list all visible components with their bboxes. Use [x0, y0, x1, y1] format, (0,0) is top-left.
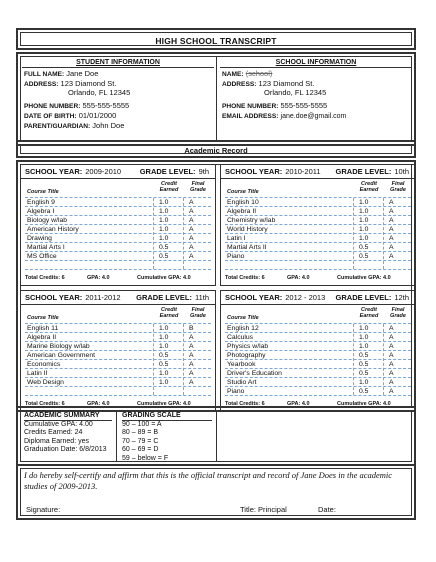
credit-head-line: Credit	[161, 181, 177, 187]
course-title: Martial Arts II	[227, 243, 267, 251]
course-title: Studio Art	[227, 378, 257, 386]
transcript-page	[16, 28, 416, 530]
transcript-title: HIGH SCHOOL TRANSCRIPT	[155, 36, 277, 46]
total-credits: Total Credits: 6	[225, 275, 265, 281]
guardian-value: John Doe	[92, 121, 125, 130]
final-grade-column-head	[185, 181, 211, 193]
grading-line: 90 – 100 = A	[122, 421, 162, 428]
school-email-value: jane.doe@gmail.com	[280, 113, 347, 120]
final-grade: A	[389, 360, 394, 368]
credit-earned: 1.0	[159, 198, 169, 206]
date-label: Date:	[318, 505, 336, 514]
full-name-value: Jane Doe	[66, 69, 99, 78]
course-row	[25, 324, 211, 333]
info-divider	[216, 57, 217, 141]
credit-earned: 1.0	[359, 342, 369, 350]
course-row	[25, 216, 211, 225]
final-grade: A	[189, 252, 194, 260]
course-table	[25, 323, 211, 395]
credit-earned: 0.5	[359, 252, 369, 260]
grade-level-label: GRADE LEVEL:	[335, 293, 392, 302]
course-row	[225, 324, 411, 333]
course-row	[25, 360, 211, 369]
student-address-row2	[68, 88, 130, 97]
term-gpa: GPA: 4.0	[287, 401, 310, 407]
course-title: Yearbook	[227, 360, 256, 368]
course-row	[225, 252, 411, 261]
school-year-label: SCHOOL YEAR:	[225, 167, 283, 176]
course-title: Web Design	[27, 378, 64, 386]
final-grade: A	[189, 378, 194, 386]
terms-grid	[16, 160, 416, 412]
final-grade: A	[389, 198, 394, 206]
final-grade: A	[189, 234, 194, 242]
summary-divider2	[216, 411, 217, 461]
cumulative-gpa: Cumulative GPA: 4.0	[337, 401, 391, 407]
credit-earned: 0.5	[359, 243, 369, 251]
final-grade: A	[189, 360, 194, 368]
student-heading-rule	[22, 67, 214, 68]
course-row	[25, 207, 211, 216]
final-grade: A	[389, 252, 394, 260]
school-email-row	[222, 111, 346, 120]
address-line1: 123 Diamond St.	[60, 79, 117, 88]
term-header	[221, 293, 415, 305]
course-title: World History	[227, 225, 268, 233]
course-row	[225, 243, 411, 252]
credit-earned: 0.5	[359, 360, 369, 368]
grade-level-label: GRADE LEVEL:	[335, 167, 392, 176]
course-title: Latin I	[227, 234, 246, 242]
info-box	[16, 52, 416, 146]
grade-level	[140, 167, 209, 176]
course-row	[25, 252, 211, 261]
credit-earned: 1.0	[159, 324, 169, 332]
term-header	[21, 293, 215, 305]
grade-level-value: 9th	[198, 167, 209, 176]
course-row	[225, 360, 411, 369]
course-table	[225, 197, 411, 269]
term-panel	[20, 290, 216, 412]
course-row	[225, 234, 411, 243]
course-title: Algebra I	[27, 207, 55, 215]
school-phone-value: 555-555-5555	[280, 101, 328, 110]
course-row	[225, 387, 411, 396]
credit-earned: 1.0	[159, 216, 169, 224]
student-name-row	[24, 69, 98, 78]
term-panel	[220, 164, 416, 286]
course-table	[225, 323, 411, 395]
final-grade: A	[189, 225, 194, 233]
grade-head-line: Final	[391, 181, 405, 187]
credit-earned: 1.0	[159, 378, 169, 386]
credit-earned: 1.0	[159, 369, 169, 377]
credit-earned-column-head	[355, 181, 383, 193]
course-title: English 10	[227, 198, 259, 206]
course-table	[25, 197, 211, 269]
credit-head-line: Earned	[359, 313, 379, 319]
grade-level-label: GRADE LEVEL:	[139, 167, 196, 176]
title-label: Title: Principal	[240, 505, 287, 514]
grade-level	[136, 293, 209, 302]
school-address-label: ADDRESS:	[222, 81, 257, 88]
credit-head-line: Earned	[359, 187, 379, 193]
summary-line: Diploma Earned: yes	[24, 437, 89, 445]
course-title: Physics w/lab	[227, 342, 269, 350]
final-grade: A	[189, 351, 194, 359]
school-phone-row	[222, 101, 327, 110]
course-row	[225, 369, 411, 378]
dob-value: 01/01/2000	[78, 111, 117, 120]
course-title: Marine Biology w/lab	[27, 342, 90, 350]
credit-earned: 0.5	[359, 387, 369, 395]
grade-head-line: Grade	[190, 313, 206, 319]
course-title: English 12	[227, 324, 259, 332]
course-row	[225, 225, 411, 234]
grading-lines	[122, 421, 168, 463]
final-grade-column-head	[185, 307, 211, 319]
course-row	[25, 351, 211, 360]
grading-scale-heading: GRADING SCALE	[122, 412, 181, 419]
total-credits: Total Credits: 6	[25, 275, 65, 281]
course-row	[225, 342, 411, 351]
final-grade: A	[389, 207, 394, 215]
school-phone-label: PHONE NUMBER:	[222, 103, 279, 110]
final-grade: A	[389, 243, 394, 251]
credit-head-line: Earned	[159, 313, 179, 319]
credit-earned: 0.5	[159, 243, 169, 251]
summary-box	[16, 406, 416, 466]
total-credits: Total Credits: 6	[25, 401, 65, 407]
course-title: Algebra II	[227, 207, 257, 215]
credit-earned: 1.0	[359, 333, 369, 341]
course-title: English 9	[27, 198, 55, 206]
summary-line: Credits Earned: 24	[24, 429, 83, 437]
term-header	[221, 167, 415, 179]
course-title: MS Office	[27, 252, 57, 260]
credit-earned: 0.5	[359, 351, 369, 359]
course-row	[25, 243, 211, 252]
credit-head-line: Credit	[161, 307, 177, 313]
final-grade: A	[189, 369, 194, 377]
course-title-column-head: Course Title	[27, 315, 59, 321]
school-year-value: 2011-2012	[85, 293, 121, 302]
course-row	[225, 207, 411, 216]
final-grade: A	[389, 225, 394, 233]
school-name-value: (school)	[245, 69, 273, 78]
academic-record-title: Academic Record	[184, 146, 248, 155]
course-title: Drawing	[27, 234, 52, 242]
course-row	[25, 333, 211, 342]
grade-head-line: Grade	[190, 187, 206, 193]
school-info-heading: SCHOOL INFORMATION	[275, 59, 357, 66]
grade-head-line: Final	[391, 307, 405, 313]
term-gpa: GPA: 4.0	[87, 275, 110, 281]
summary-divider	[116, 411, 117, 461]
grading-line: 70 – 79 = C	[122, 437, 159, 445]
signature-label: Signature:	[26, 505, 61, 514]
school-year-label: SCHOOL YEAR:	[25, 293, 83, 302]
school-name-label: NAME:	[222, 71, 244, 78]
grade-head-line: Grade	[390, 313, 406, 319]
terms-container	[18, 162, 414, 410]
summary-lines	[24, 421, 107, 455]
course-title: Calculus	[227, 333, 254, 341]
school-address-line2: Orlando, FL 12345	[264, 88, 327, 97]
course-title-column-head: Course Title	[227, 315, 259, 321]
final-grade: A	[389, 378, 394, 386]
final-grade: A	[189, 243, 194, 251]
credit-earned-column-head	[155, 307, 183, 319]
course-title: American History	[27, 225, 79, 233]
course-title: Piano	[227, 387, 245, 395]
course-row	[225, 351, 411, 360]
credit-earned: 1.0	[359, 234, 369, 242]
course-row	[225, 378, 411, 387]
address-label: ADDRESS:	[24, 81, 59, 88]
course-title: Photography	[227, 351, 266, 359]
cumulative-gpa: Cumulative GPA: 4.0	[137, 275, 191, 281]
credit-earned: 1.0	[159, 234, 169, 242]
grade-head-line: Final	[191, 307, 205, 313]
final-grade: B	[189, 324, 194, 332]
credit-head-line: Credit	[361, 181, 377, 187]
cumulative-gpa: Cumulative GPA: 4.0	[137, 401, 191, 407]
school-year-value: 2012 - 2013	[285, 293, 326, 302]
title-banner	[16, 28, 416, 50]
credit-earned: 0.5	[359, 369, 369, 377]
term-gpa: GPA: 4.0	[287, 275, 310, 281]
certification-text: I do hereby self-certify and affirm that this is the official transcript and record of Jane Does in the academic studies of 2009-2013.	[24, 470, 393, 491]
school-heading-rule	[220, 67, 412, 68]
school-name-row	[222, 69, 272, 78]
grade-level-label: GRADE LEVEL:	[136, 293, 192, 302]
course-row	[225, 261, 411, 270]
school-year-label: SCHOOL YEAR:	[225, 293, 283, 302]
credit-earned: 0.5	[159, 252, 169, 260]
phone-label: PHONE NUMBER:	[24, 103, 81, 110]
course-title: Martial Arts I	[27, 243, 65, 251]
school-address-line1: 123 Diamond St.	[258, 79, 315, 88]
school-year-value: 2009-2010	[85, 167, 122, 176]
full-name-label: FULL NAME:	[24, 71, 65, 78]
course-title: Biology w/lab	[27, 216, 68, 224]
summary-line: Cumulative GPA: 4.00	[24, 421, 93, 428]
academic-summary-heading: ACADEMIC SUMMARY	[24, 412, 100, 419]
term-panel	[20, 164, 216, 286]
course-row	[25, 234, 211, 243]
final-grade: A	[189, 207, 194, 215]
final-grade: A	[389, 333, 394, 341]
student-dob-row	[24, 111, 116, 120]
credit-earned: 1.0	[159, 225, 169, 233]
student-guardian-row	[24, 121, 124, 130]
credit-earned: 1.0	[159, 207, 169, 215]
course-row	[25, 342, 211, 351]
course-row	[225, 333, 411, 342]
credit-earned: 1.0	[159, 333, 169, 341]
total-credits: Total Credits: 6	[225, 401, 265, 407]
grade-level-value: 11th	[194, 293, 209, 302]
course-row	[25, 378, 211, 387]
final-grade: A	[189, 198, 194, 206]
course-row	[25, 225, 211, 234]
course-row	[25, 369, 211, 378]
course-title: Latin II	[27, 369, 48, 377]
grading-line: 80 – 89 = B	[122, 429, 159, 437]
term-panel	[220, 290, 416, 412]
final-grade: A	[389, 369, 394, 377]
certification-box	[16, 464, 416, 520]
course-title: Economics	[27, 360, 61, 368]
school-address-row2	[264, 88, 326, 97]
term-header	[21, 167, 215, 179]
credit-earned: 1.0	[359, 324, 369, 332]
course-row	[225, 198, 411, 207]
credit-head-line: Credit	[361, 307, 377, 313]
credit-earned: 1.0	[359, 207, 369, 215]
final-grade: A	[389, 216, 394, 224]
credit-earned: 1.0	[359, 198, 369, 206]
student-phone-row	[24, 101, 129, 110]
course-title: Algebra II	[27, 333, 57, 341]
cumulative-gpa: Cumulative GPA: 4.0	[337, 275, 391, 281]
course-title-column-head: Course Title	[227, 189, 259, 195]
course-title: American Government	[27, 351, 95, 359]
term-gpa: GPA: 4.0	[87, 401, 110, 407]
credit-earned-column-head	[155, 181, 183, 193]
grade-level	[336, 167, 409, 176]
grade-level-value: 12th	[394, 293, 409, 302]
credit-earned: 1.0	[159, 342, 169, 350]
credit-earned: 1.0	[359, 216, 369, 224]
final-grade: A	[389, 324, 394, 332]
grade-level	[336, 293, 409, 302]
credit-earned: 0.5	[159, 351, 169, 359]
final-grade: A	[189, 333, 194, 341]
final-grade: A	[189, 342, 194, 350]
summary-line: Graduation Date: 6/8/2013	[24, 446, 107, 454]
course-row	[25, 387, 211, 396]
final-grade: A	[189, 216, 194, 224]
final-grade: A	[389, 234, 394, 242]
credit-head-line: Earned	[159, 187, 179, 193]
academic-record-banner	[16, 140, 416, 158]
grade-head-line: Final	[191, 181, 205, 187]
guardian-label: PARENT/GUARDIAN:	[24, 123, 91, 130]
course-title: Driver's Education	[227, 369, 282, 377]
school-address-row	[222, 79, 314, 88]
student-address-row	[24, 79, 116, 88]
grade-level-value: 10th	[394, 167, 409, 176]
course-title: English 11	[27, 324, 59, 332]
credit-earned: 0.5	[159, 360, 169, 368]
grading-line: 60 – 69 = D	[122, 446, 159, 454]
course-title: Chemistry w/lab	[227, 216, 276, 224]
course-row	[225, 216, 411, 225]
grade-head-line: Grade	[390, 187, 406, 193]
final-grade-column-head	[385, 181, 411, 193]
student-info-heading: STUDENT INFORMATION	[76, 59, 160, 66]
grading-line: 59 – below = F	[122, 454, 169, 462]
course-row	[25, 261, 211, 270]
credit-earned: 1.0	[359, 225, 369, 233]
course-row	[25, 198, 211, 207]
credit-earned: 1.0	[359, 378, 369, 386]
final-grade: A	[389, 342, 394, 350]
final-grade: A	[389, 351, 394, 359]
final-grade: A	[389, 387, 394, 395]
dob-label: DATE OF BIRTH:	[24, 113, 77, 120]
course-title: Piano	[227, 252, 245, 260]
address-line2: Orlando, FL 12345	[68, 88, 131, 97]
credit-earned-column-head	[355, 307, 383, 319]
school-year-label: SCHOOL YEAR:	[25, 167, 83, 176]
course-title-column-head: Course Title	[27, 189, 59, 195]
school-year-value: 2010-2011	[285, 167, 321, 176]
school-email-label: EMAIL ADDRESS:	[222, 113, 279, 120]
final-grade-column-head	[385, 307, 411, 319]
phone-value: 555-555-5555	[82, 101, 130, 110]
